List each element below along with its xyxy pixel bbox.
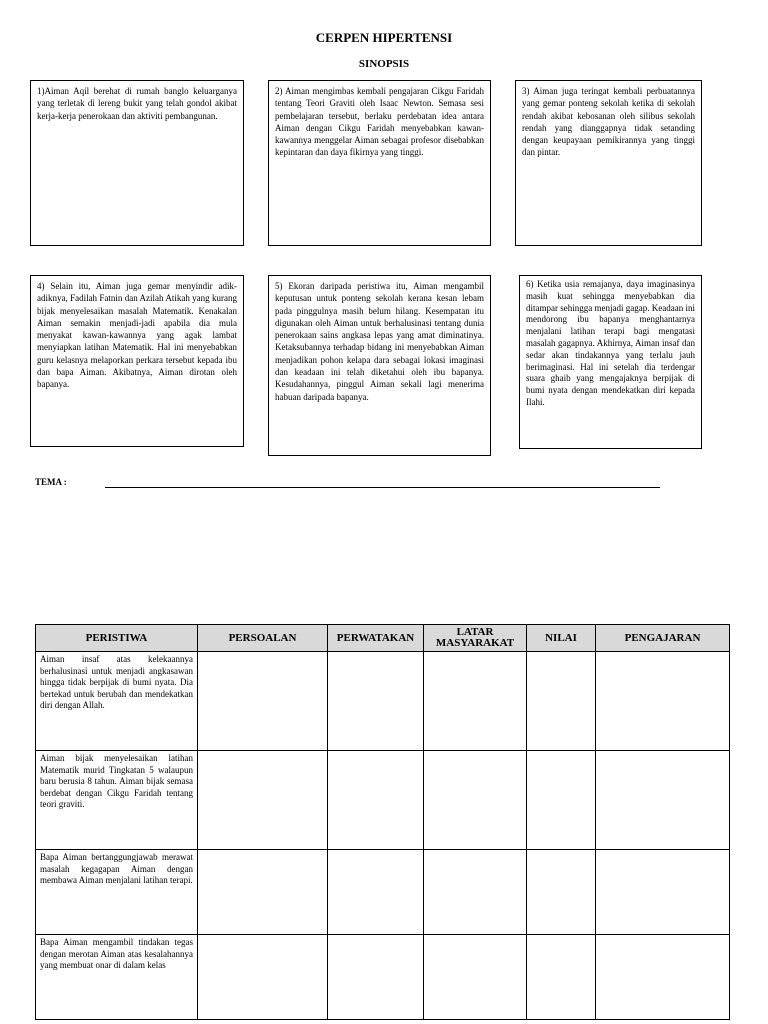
synopsis-box-1: 1)Aiman Aqil berehat di rumah banglo keluarganya yang terletak di lereng bukit yang telah gondol akibat kerja-kerja penerokaan dan aktiviti pembangunan. (30, 80, 244, 246)
perwatakan-cell[interactable] (328, 935, 424, 1020)
table-header-row (36, 625, 730, 652)
header-latar-masyarakat: LATAR MASYARAKAT (424, 625, 527, 652)
latar-cell[interactable] (424, 850, 527, 935)
nilai-cell[interactable] (527, 751, 596, 850)
nilai-cell[interactable] (527, 935, 596, 1020)
pengajaran-cell[interactable] (596, 850, 730, 935)
synopsis-box-5: 5) Ekoran daripada peristiwa itu, Aiman mengambil keputusan untuk ponteng sekolah kerana kesan lebam pada pinggulnya masih belum hilang. Kesempatan itu digunakan oleh Aiman untuk berhalusinasi tentang dunia penerokaan sains angkasa lepas yang amat diminatinya. Ketaksubannya terhadap bidang ini menyebabkan Aiman menjadikan pohon kelapa dara sebagai lokasi imaginasi dan keadaan ini telah diketahui oleh ibu bapanya. Kesudahannya, pinggul Aiman sekali lagi menerima habuan daripada bapanya. (268, 275, 491, 456)
header-pengajaran: PENGAJARAN (596, 625, 730, 652)
persoalan-cell[interactable] (198, 850, 328, 935)
header-nilai: NILAI (527, 625, 596, 652)
pengajaran-cell[interactable] (596, 652, 730, 751)
persoalan-cell[interactable] (198, 751, 328, 850)
tema-answer-line[interactable] (105, 487, 660, 488)
synopsis-box-4: 4) Selain itu, Aiman juga gemar menyindir adik-adiknya, Fadilah Fatnin dan Azilah Atikah yang kurang bijak menyelesaikan masalah Matematik. Kenakalan Aiman semakin menjadi-jadi apabila dia mula menyakat kawan-kawannya yang agak lambat menyiapkan latihan Matematik. Hal ini menyebabkan guru kelasnya melaporkan perkara tersebut kepada ibu dan bapa Aiman. Akibatnya, Aiman dirotan oleh bapanya. (30, 275, 244, 447)
analysis-table (35, 624, 730, 1020)
pengajaran-cell[interactable] (596, 935, 730, 1020)
persoalan-cell[interactable] (198, 935, 328, 1020)
peristiwa-cell: Aiman bijak menyelesaikan latihan Matematik murid Tingkatan 5 walaupun baru berusia 8 tahun. Aiman bijak semasa berdebat dengan Cikgu Faridah tentang teori graviti. (36, 751, 198, 850)
synopsis-box-3: 3) Aiman juga teringat kembali perbuatannya yang gemar ponteng sekolah ketika di sekolah rendah akibat kebosanan oleh silibus sekolah rendah yang dianggapnya tidak setanding dengan keupayaan pemikirannya yang tinggi dan pintar. (515, 80, 702, 246)
nilai-cell[interactable] (527, 850, 596, 935)
table-row (36, 751, 730, 850)
persoalan-cell[interactable] (198, 652, 328, 751)
tema-label: TEMA : (35, 477, 67, 487)
table-row (36, 935, 730, 1020)
perwatakan-cell[interactable] (328, 652, 424, 751)
synopsis-box-2: 2) Aiman mengimbas kembali pengajaran Cikgu Faridah tentang Teori Graviti oleh Isaac Newton. Semasa sesi pembelajaran tersebut, berlaku perdebatan idea antara Aiman dengan Cikgu Faridah menyebabkan kawan-kawannya menggelar Aiman sebagai profesor disebabkan kepintaran dan daya fikirnya yang tinggi. (268, 80, 491, 246)
header-peristiwa: PERISTIWA (36, 625, 198, 652)
peristiwa-cell: Bapa Aiman mengambil tindakan tegas dengan merotan Aiman atas kesalahannya yang membuat onar di dalam kelas (36, 935, 198, 1020)
latar-cell[interactable] (424, 935, 527, 1020)
document-title: CERPEN HIPERTENSI (315, 30, 453, 45)
latar-cell[interactable] (424, 652, 527, 751)
perwatakan-cell[interactable] (328, 751, 424, 850)
peristiwa-cell: Aiman insaf atas kelekaannya berhalusinasi untuk menjadi angkasawan hingga tidak berpijak di bumi nyata. Dia bertekad untuk berubah dan mendekatkan diri dengan Allah. (36, 652, 198, 751)
synopsis-heading: SINOPSIS (358, 58, 410, 70)
perwatakan-cell[interactable] (328, 850, 424, 935)
synopsis-box-6: 6) Ketika usia remajanya, daya imaginasinya masih kuat sehingga menyebabkan dia ditampar sehingga menjadi gagap. Keadaan ini mendorong ibu bapanya menghantarnya menjalani latihan terapi bagi mengatasi masalah gagapnya. Akhirnya, Aiman insaf dan sedar akan tindakannya yang terlalu jauh berimaginasi. Hal ini setelah dia terdengar suara ghaib yang mengajaknya berpijak di bumi nyata dengan mendekatkan diri kepada Ilahi. (519, 275, 702, 449)
table-row (36, 652, 730, 751)
table-row (36, 850, 730, 935)
header-persoalan: PERSOALAN (198, 625, 328, 652)
nilai-cell[interactable] (527, 652, 596, 751)
peristiwa-cell: Bapa Aiman bertanggungjawab merawat masalah kegagapan Aiman dengan membawa Aiman menjalani latihan terapi. (36, 850, 198, 935)
header-perwatakan: PERWATAKAN (328, 625, 424, 652)
latar-cell[interactable] (424, 751, 527, 850)
pengajaran-cell[interactable] (596, 751, 730, 850)
